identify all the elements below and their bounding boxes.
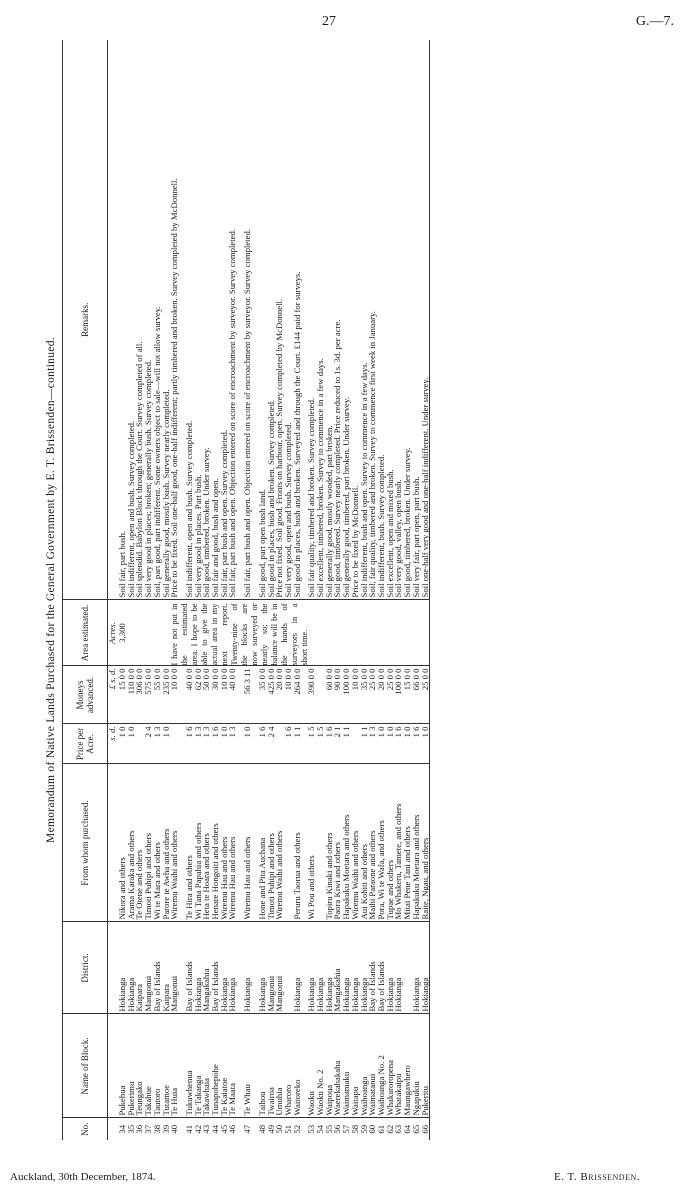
page-number: 27	[322, 14, 336, 29]
row-number: 53	[306, 1124, 317, 1134]
row-number: 64	[402, 1124, 413, 1134]
row-number: 58	[349, 1124, 360, 1134]
district: Hokianga	[293, 922, 302, 1014]
block-name: Teungako	[135, 1014, 144, 1118]
block-name: Pukehua	[118, 1014, 127, 1118]
block-name: Waipoua	[325, 1014, 334, 1118]
block-name: Umuhia	[275, 1014, 284, 1118]
moneys-advanced: 56 3 11	[243, 666, 252, 724]
block-name: Taihou	[258, 1014, 267, 1118]
area-estimated	[386, 600, 395, 666]
col-no-header: No.	[63, 1118, 108, 1140]
purchased-from: Aui Kohiti and others	[360, 764, 369, 922]
block-name: Pukerimu	[127, 1014, 136, 1118]
purchased-from: Hapakuku Moetara and others	[342, 764, 351, 922]
district: Kaipara	[135, 922, 144, 1014]
remarks: Soil fair, part bush and open. Objection entered on score of encroachment by surveyor. Survey completed.	[243, 40, 252, 600]
price-per-acre: 1 6	[394, 724, 403, 764]
purchased-from: Topiru Kinaki and others	[325, 764, 334, 922]
remarks: Soil indifferent, open and bush. Survey completed.	[185, 40, 194, 600]
district: Hokianga	[118, 922, 127, 1014]
purchased-from: Mitai Pene Tani and others	[403, 764, 412, 922]
moneys-advanced: 60 0 0	[325, 666, 334, 724]
block-name: Waimatanui	[368, 1014, 377, 1118]
table-row	[421, 40, 430, 1140]
moneys-advanced: 10 0 0	[220, 666, 229, 724]
moneys-advanced: 10 0 0	[351, 666, 360, 724]
moneys-advanced: 66 0 0	[412, 666, 421, 724]
price-per-acre: 2 4	[267, 724, 276, 764]
moneys-advanced: 15 0 0	[403, 666, 412, 724]
purchased-from: Maihi Paraone and others	[368, 764, 377, 922]
remarks: Price to be fixed by McDonnell.	[351, 40, 360, 600]
remarks: Soil splendid. Babylon Block through the Court. Survey completed of all.	[135, 40, 144, 600]
area-estimated	[333, 600, 342, 666]
purchased-from: Wi Tana Papahia and others	[194, 764, 203, 922]
remarks: Soil very good, open and bush. Survey completed.	[284, 40, 293, 600]
moneys-advanced: 235 0 0	[162, 666, 171, 724]
area-estimated	[135, 600, 144, 666]
district: Hokianga	[258, 922, 267, 1014]
area-estimated	[351, 600, 360, 666]
session-reference: G.—7.	[635, 14, 674, 29]
area-estimated	[267, 600, 276, 666]
moneys-advanced: 50 0 0	[202, 666, 211, 724]
row-number: 65	[410, 1124, 421, 1134]
remarks: Soil very good, valley, open bush.	[394, 40, 403, 600]
area-estimated	[284, 600, 293, 666]
moneys-advanced: 10 0 0	[284, 666, 293, 724]
price-per-acre: 1 0	[377, 724, 386, 764]
row-number: 51	[282, 1124, 293, 1134]
row-number: 44	[210, 1124, 221, 1134]
price-per-acre: 1 3	[153, 724, 162, 764]
area-estimated	[185, 600, 194, 666]
area-estimated	[153, 600, 162, 666]
price-per-acre: 1 5	[307, 724, 316, 764]
price-per-acre: 1 6	[284, 724, 293, 764]
row-number: 63	[393, 1124, 404, 1134]
price-per-acre: 1 0	[118, 724, 127, 764]
remarks: Soil generally good, mostly wooded, part broken.	[325, 40, 334, 600]
purchased-from: Te Hira and others	[185, 764, 194, 922]
block-name: Te Maata	[228, 1014, 237, 1118]
block-name: Tunapohepohe	[211, 1014, 220, 1118]
area-estimated	[360, 600, 369, 666]
remarks: Soil fair, part bush and open. Survey completed.	[220, 40, 229, 600]
area-estimated	[412, 600, 421, 666]
purchased-from: Hone and Pita Auchana	[258, 764, 267, 922]
moneys-advanced: 25 0 0	[368, 666, 377, 724]
block-name: Waihoanga No. 2	[377, 1014, 386, 1118]
remarks: Soil good, timbered. Survey nearly completed. Price reduced to 1s. 3d. per acre.	[333, 40, 342, 600]
area-estimated	[342, 600, 351, 666]
table-row	[293, 40, 302, 1140]
row-number: 43	[201, 1124, 212, 1134]
block-name: Twairoa	[267, 1014, 276, 1118]
row-number: 59	[358, 1124, 369, 1134]
district: Hokianga	[127, 922, 136, 1014]
remarks: Soil fair, part bush and open. Objection entered on score of encroachment by surveyor. Survey completed.	[228, 40, 237, 600]
area-estimated	[127, 600, 136, 666]
moneys-advanced: 100 0 0	[394, 666, 403, 724]
purchased-from: Wiremu Hau and others	[243, 764, 252, 922]
col-from-header: From whom purchased.	[63, 764, 108, 922]
col-remarks-header: Remarks.	[63, 40, 108, 600]
district: Hokianga	[351, 922, 360, 1014]
col-area-header: Area estimated.	[63, 600, 108, 666]
area-estimated	[307, 600, 316, 666]
moneys-advanced: 40 0 0	[228, 666, 237, 724]
remarks: Soil good, timbered, broken. Under survey.	[403, 40, 412, 600]
remarks: Soil, fair quality, timbered and broken. Survey to commence first week in January.	[368, 40, 377, 600]
area-estimated	[403, 600, 412, 666]
area-estimated	[258, 600, 267, 666]
remarks: Soil fair, part bush.	[118, 40, 127, 600]
purchased-from: Henare Hongoiti and others	[211, 764, 220, 922]
district: Mangonui	[170, 922, 179, 1014]
footer-signature: E. T. Brissenden.	[553, 1171, 640, 1183]
district: Mangonui	[267, 922, 276, 1014]
price-per-acre	[170, 724, 179, 764]
row-number: 66	[421, 1118, 430, 1140]
row-number: 56	[332, 1124, 343, 1134]
purchased-from: Timoti Puhipi and others	[144, 764, 153, 922]
remarks: Soil, part good, part indifferent. Some owners object to sale—will not allow survey.	[153, 40, 162, 600]
row-number: 49	[265, 1124, 276, 1134]
remarks: Soil indifferent, bush. Survey completed.	[377, 40, 386, 600]
remarks: Soil good in places, bush and broken. Survey completed.	[267, 40, 276, 600]
col-price-header: Price per Acre.	[63, 724, 108, 764]
area-estimated	[293, 600, 302, 666]
area-units: Acres.	[108, 600, 119, 666]
area-estimated	[211, 600, 220, 666]
purchased-from: Pora, Wi te Wafa, and others	[377, 764, 386, 922]
district: Hokianga	[412, 922, 421, 1014]
block-name: Waimamaku	[342, 1014, 351, 1118]
row-number: 50	[274, 1124, 285, 1134]
table-row	[243, 40, 252, 1140]
area-estimated	[325, 600, 334, 666]
remarks: Soil good in places, bush and broken. Surveyed and through the Court. £144 paid for surveys.	[293, 40, 302, 600]
price-per-acre: 1 3	[194, 724, 203, 764]
district: Bay of Islands	[211, 922, 220, 1014]
row-number: 62	[384, 1124, 395, 1134]
moneys-advanced: 20 0 0	[275, 666, 284, 724]
district: Kaipara	[162, 922, 171, 1014]
purchased-from: Wi Pou and others	[307, 764, 316, 922]
moneys-advanced: 425 0 0	[267, 666, 276, 724]
moneys-units: £ s. d.	[108, 666, 119, 724]
purchased-from: Hapakuku Moetara and others	[412, 764, 421, 922]
moneys-advanced: 306 0 0	[135, 666, 144, 724]
row-number: 38	[151, 1124, 162, 1134]
area-estimated	[220, 600, 229, 666]
row-number: 55	[323, 1124, 334, 1134]
remarks: Soil very good in places. Part bush.	[194, 40, 203, 600]
moneys-advanced: 25 0 0	[421, 666, 430, 724]
block-name: Waitoreko	[293, 1014, 302, 1118]
moneys-advanced: 40 0 0	[185, 666, 194, 724]
col-district-header: District.	[63, 922, 108, 1014]
row-number: 39	[160, 1124, 171, 1134]
block-name: Tukuwhenua	[185, 1014, 194, 1118]
block-name: Ngapukiu	[412, 1014, 421, 1118]
purchased-from: Wiremu Waihi and others	[351, 764, 360, 922]
district: Hokianga	[386, 922, 395, 1014]
purchased-from: Tupae and others	[386, 764, 395, 922]
area-note: I have not put in the estimated area. I hope to be able to give the actual area in my next report. Twenty-nine of the blocks are now surveyed or nearly so; the balance will be in the hands of surveyors in a short time.	[170, 603, 309, 666]
purchased-from: Wi te Mara and others	[153, 764, 162, 922]
block-name: Waitapu	[351, 1014, 360, 1118]
price-per-acre: 1 6	[211, 724, 220, 764]
area-estimated	[144, 600, 153, 666]
district: Hokianga	[342, 922, 351, 1014]
area-estimated	[275, 600, 284, 666]
moneys-advanced: 390 0 0	[307, 666, 316, 724]
block-name: Whatakaipu	[394, 1014, 403, 1118]
remarks: Price not fixed. Soil good. Fronts on harbour, open. Survey completed by McDonnell.	[275, 40, 284, 600]
area-estimated	[228, 600, 237, 666]
moneys-advanced: 264 0 0	[293, 666, 302, 724]
col-moneys-header: Moneys advanced.	[63, 666, 108, 724]
moneys-advanced: 62 0 0	[194, 666, 203, 724]
row-number: 41	[183, 1124, 194, 1134]
district: Hokianga	[394, 922, 403, 1014]
block-name: Te Huia	[170, 1014, 179, 1118]
price-per-acre: 1 0	[403, 724, 412, 764]
price-per-acre: 1 0	[220, 724, 229, 764]
moneys-advanced: 575 0 0	[144, 666, 153, 724]
remarks: Soil very good in places; broken; generally bush. Survey completed.	[144, 40, 153, 600]
row-number: 34	[117, 1124, 127, 1134]
district: Mangonui	[144, 922, 153, 1014]
district: Hokianga	[316, 922, 325, 1014]
price-per-acre: 1 3	[202, 724, 211, 764]
block-name: Te Takanga	[194, 1014, 203, 1118]
district: Mangonui	[275, 922, 284, 1014]
moneys-advanced: 100 0 0	[342, 666, 351, 724]
price-per-acre: 1 0	[127, 724, 136, 764]
moneys-advanced: 35 0 0	[258, 666, 267, 724]
price-per-acre: 1 0	[421, 724, 430, 764]
district: Mangakahia	[333, 922, 342, 1014]
moneys-advanced: 10 0 0	[170, 666, 179, 724]
purchased-from: Parore te Awha and others	[162, 764, 171, 922]
block-name: Tautoro	[153, 1014, 162, 1118]
district: Bay of Islands	[153, 922, 162, 1014]
row-number: 61	[375, 1124, 386, 1134]
area-estimated	[162, 600, 171, 666]
area-value: 3,300	[117, 623, 127, 643]
district: Bay of Islands	[368, 922, 377, 1014]
area-estimated	[194, 600, 203, 666]
district: Hokianga	[360, 922, 369, 1014]
purchased-from: Wiremu Waihi and others	[170, 764, 179, 922]
block-name: Wharoro	[284, 1014, 293, 1118]
block-name: Waoku	[307, 1014, 316, 1118]
price-per-acre: 1 1	[360, 724, 369, 764]
price-per-acre: 1 3	[368, 724, 377, 764]
block-name: Waerekahakaha	[333, 1014, 342, 1118]
col-block-header: Name of Block.	[63, 1014, 108, 1118]
area-estimated	[170, 600, 179, 666]
price-per-acre: 1 6	[325, 724, 334, 764]
district: Bay of Islands	[377, 922, 386, 1014]
purchased-from: Wiremu Waihi and others	[275, 764, 284, 922]
price-per-acre: 1 1	[342, 724, 351, 764]
moneys-advanced: 20 0 0	[377, 666, 386, 724]
row-number: 42	[192, 1124, 203, 1134]
land-purchase-table	[62, 40, 430, 1140]
district: Bay of Islands	[185, 922, 194, 1014]
row-number: 57	[341, 1124, 352, 1134]
purchased-from: Arama Karaka and others	[127, 764, 136, 922]
price-per-acre: 1 0	[386, 724, 395, 764]
moneys-advanced: 90 0 0	[333, 666, 342, 724]
block-name: Tutamoe	[162, 1014, 171, 1118]
remarks: Soil fair and good, bush and open.	[211, 40, 220, 600]
area-estimated	[117, 600, 309, 666]
district: Hokianga	[228, 922, 237, 1014]
district: Hokianga	[307, 922, 316, 1014]
remarks: Soil generally good, timbered, part broken. Under survey.	[342, 40, 351, 600]
row-number: 54	[315, 1124, 326, 1134]
purchased-from: Paora Kiwi and others	[333, 764, 342, 922]
moneys-advanced: 35 0 0	[360, 666, 369, 724]
price-per-acre: 2 4	[144, 724, 153, 764]
block-name: Waihoanga	[360, 1014, 369, 1118]
purchased-from: Peruru Taorua and others	[293, 764, 302, 922]
table-row	[228, 40, 237, 1140]
remarks: Soil good, timbered, broken. Under survey.	[202, 40, 211, 600]
block-name: Te Whau	[243, 1014, 252, 1118]
row-number: 52	[291, 1124, 302, 1134]
purchased-from: Heta te Hoara and others	[202, 764, 211, 922]
remarks: Soil generally good, mostly bush. Survey nearly completed.	[162, 40, 171, 600]
remarks: Soil indifferent, open and bush. Survey completed.	[127, 40, 136, 600]
area-estimated	[421, 600, 430, 666]
purchased-from: Mo Whakeru, Tamete, and others	[394, 764, 403, 922]
moneys-advanced: 15 0 0	[118, 666, 127, 724]
purchased-from: Wiremu Hau and others	[228, 764, 237, 922]
memorandum-title: Memorandum of Native Lands Purchased for the General Government by E. T. Brissenden—continued.	[45, 337, 57, 843]
row-number: 48	[256, 1124, 267, 1134]
remarks: Soil excellent, open and mixed bush.	[386, 40, 395, 600]
row-number: 47	[242, 1124, 253, 1134]
area-estimated	[243, 600, 252, 666]
district: Hokianga	[421, 922, 430, 1014]
block-name: Takahue	[144, 1014, 153, 1118]
area-estimated	[202, 600, 211, 666]
purchased-from: Raite, Ngau, and others	[421, 764, 430, 922]
area-estimated	[394, 600, 403, 666]
district: Hokianga	[194, 922, 203, 1014]
row-number: 37	[143, 1124, 154, 1134]
moneys-advanced: 55 0 0	[153, 666, 162, 724]
row-number: 45	[218, 1124, 229, 1134]
row-number: 36	[134, 1124, 145, 1134]
block-name: Takawhaia	[202, 1014, 211, 1118]
area-estimated	[377, 600, 386, 666]
rotated-page-content	[40, 40, 690, 1140]
price-units: s. d.	[108, 724, 119, 764]
price-per-acre: 1 0	[162, 724, 171, 764]
remarks: Soil good, part open bush land.	[258, 40, 267, 600]
row-number: 46	[227, 1124, 238, 1134]
block-name: Whakaroropena	[386, 1014, 395, 1118]
price-per-acre: 1 5	[316, 724, 325, 764]
moneys-advanced: 30 0 0	[211, 666, 220, 724]
district: Hokianga	[220, 922, 229, 1014]
price-per-acre: 1 3	[228, 724, 237, 764]
remarks: Price to be fixed. Soil one-half good, one-half indifferent; partly timbered and broken. Survey completed by McDonnell.	[170, 40, 179, 600]
area-estimated	[316, 600, 325, 666]
price-per-acre: 1 6	[185, 724, 194, 764]
block-name: Te Kaiatoe	[220, 1014, 229, 1118]
block-name: Pukeritu	[421, 1014, 430, 1118]
footer-date: Auckland, 30th December, 1874.	[10, 1171, 156, 1183]
table-row	[170, 40, 179, 1140]
remarks: Soil indifferent, bush and open. Survey to commence in a few days.	[360, 40, 369, 600]
remarks: Soil fair quality, timbered and broken. Survey completed.	[307, 40, 316, 600]
remarks: Soil excellent, timbered, broken. Survey to commence in a few days.	[316, 40, 325, 600]
block-name: Maungawhero	[403, 1014, 412, 1118]
moneys-advanced: 110 0 0	[127, 666, 136, 724]
row-number: 40	[169, 1124, 180, 1134]
row-number: 60	[367, 1124, 378, 1134]
purchased-from: Timoti Puhipi and others	[267, 764, 276, 922]
row-number: 35	[125, 1124, 136, 1134]
purchased-from: Wiremu Hau and others	[220, 764, 229, 922]
table-header-row	[63, 40, 108, 1140]
price-per-acre: 1 6	[258, 724, 267, 764]
district: Hokianga	[325, 922, 334, 1014]
remarks: Soil very fair, part open, part bush.	[412, 40, 421, 600]
purchased-from: Te Otene and others	[135, 764, 144, 922]
price-per-acre: 1 1	[293, 724, 302, 764]
price-per-acre: 2 1	[333, 724, 342, 764]
remarks: Soil one-half very good and one-half indifferent. Under survey.	[421, 40, 430, 600]
district: Hokianga	[243, 922, 252, 1014]
area-estimated	[368, 600, 377, 666]
price-per-acre: 1 0	[243, 724, 252, 764]
moneys-advanced: 25 0 0	[386, 666, 395, 724]
purchased-from: Nikora and others	[118, 764, 127, 922]
district: Mangakahia	[202, 922, 211, 1014]
price-per-acre: 1 6	[412, 724, 421, 764]
block-name: Waoku No. 2	[316, 1014, 325, 1118]
